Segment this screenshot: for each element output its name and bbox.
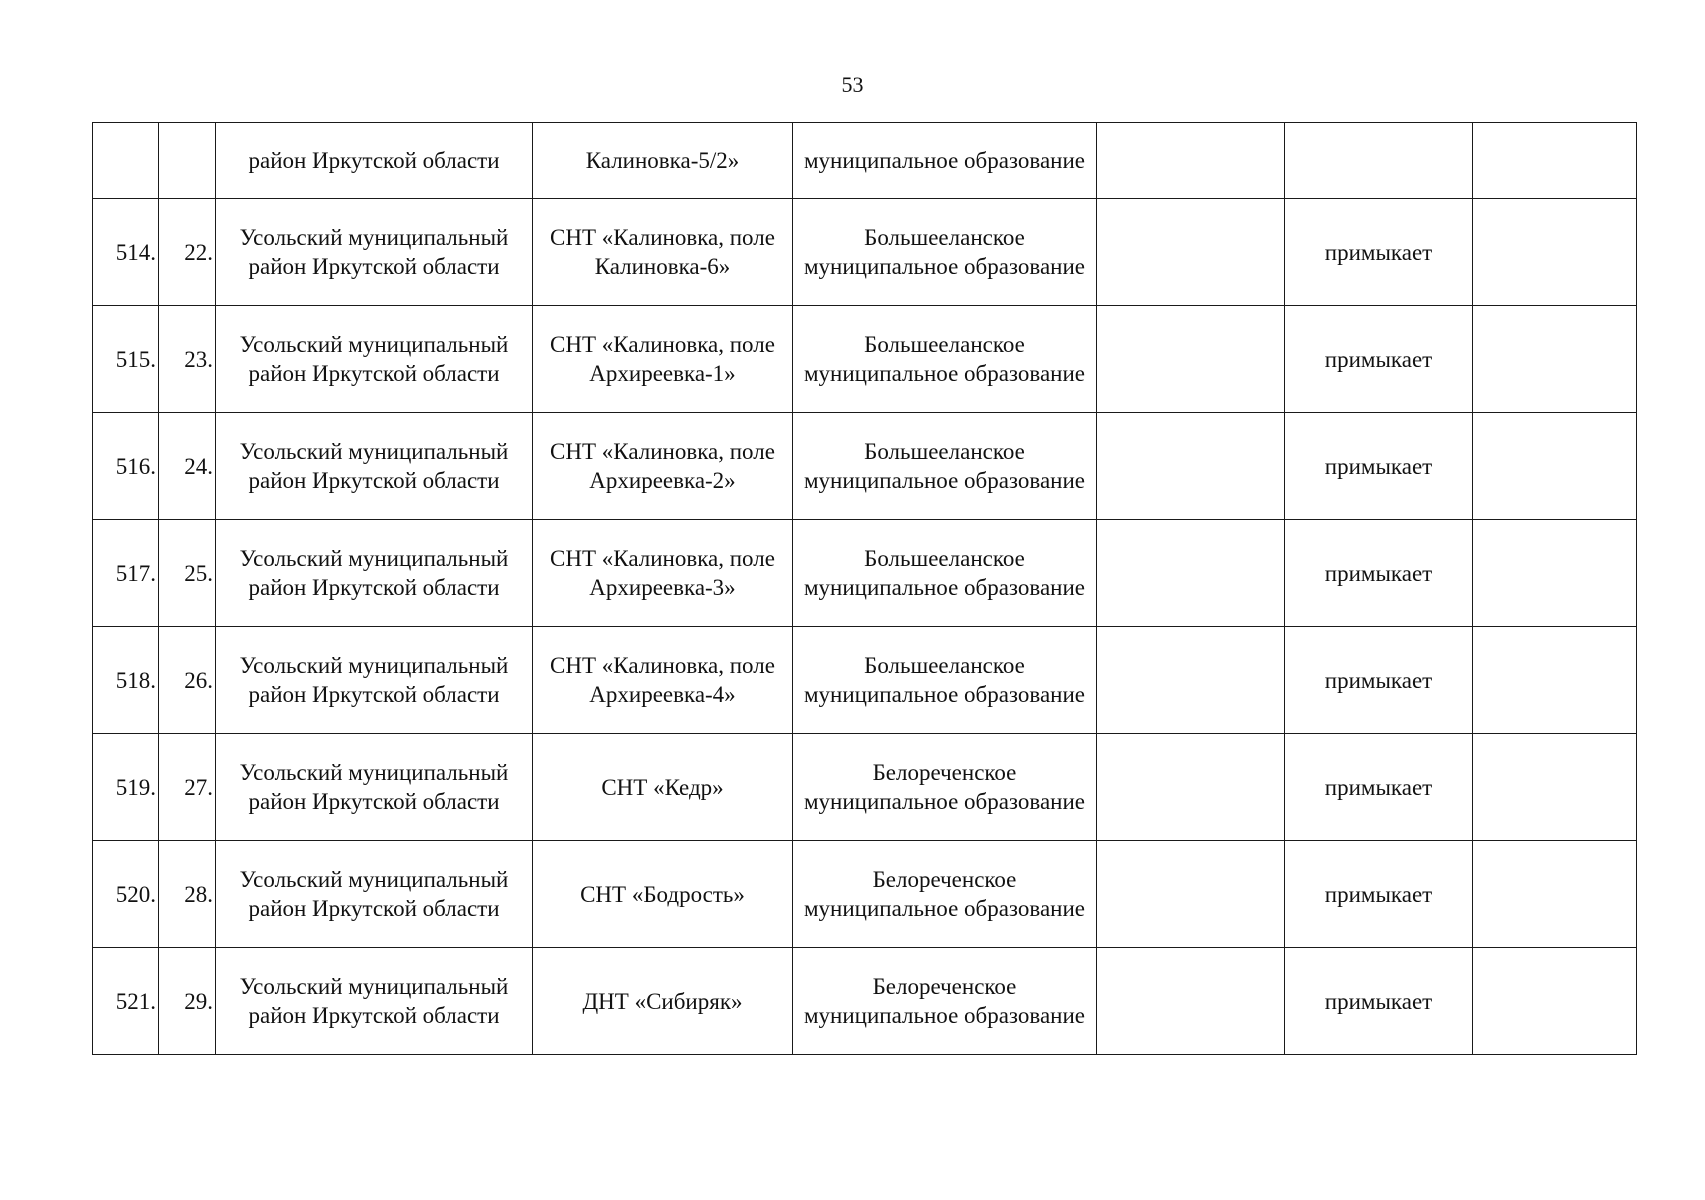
table-row: [93, 734, 1637, 841]
cell-object-name: СНТ «Калиновка, поле Архиреевка-1»: [533, 306, 793, 413]
cell-district: район Иркутской области: [216, 123, 533, 199]
cell-object-name: СНТ «Бодрость»: [533, 841, 793, 948]
cell-column-8: [1473, 123, 1637, 199]
cell-relation: примыкает: [1285, 520, 1473, 627]
cell-local-number: 27.: [159, 734, 216, 841]
cell-municipality: Белореченское муниципальное образование: [793, 948, 1097, 1055]
cell-municipality: Большееланское муниципальное образование: [793, 520, 1097, 627]
cell-global-number: 521.: [93, 948, 159, 1055]
table-row: [93, 948, 1637, 1055]
cell-object-name: СНТ «Калиновка, поле Калиновка-6»: [533, 199, 793, 306]
cell-column-6: [1097, 413, 1285, 520]
table-body: [93, 123, 1637, 1055]
cell-column-8: [1473, 199, 1637, 306]
cell-local-number: [159, 123, 216, 199]
cell-municipality: Большееланское муниципальное образование: [793, 413, 1097, 520]
cell-relation: примыкает: [1285, 306, 1473, 413]
cell-relation: примыкает: [1285, 841, 1473, 948]
cell-local-number: 24.: [159, 413, 216, 520]
cell-global-number: [93, 123, 159, 199]
cell-local-number: 25.: [159, 520, 216, 627]
cell-column-6: [1097, 841, 1285, 948]
cell-column-8: [1473, 734, 1637, 841]
cell-district: Усольский муниципальный район Иркутской области: [216, 306, 533, 413]
cell-global-number: 517.: [93, 520, 159, 627]
cell-column-8: [1473, 627, 1637, 734]
cell-column-6: [1097, 306, 1285, 413]
cell-district: Усольский муниципальный район Иркутской области: [216, 627, 533, 734]
cell-municipality: Белореченское муниципальное образование: [793, 734, 1097, 841]
cell-column-8: [1473, 413, 1637, 520]
cell-local-number: 28.: [159, 841, 216, 948]
cell-relation: примыкает: [1285, 413, 1473, 520]
cell-relation: примыкает: [1285, 948, 1473, 1055]
cell-local-number: 29.: [159, 948, 216, 1055]
cell-column-8: [1473, 306, 1637, 413]
table-row: [93, 306, 1637, 413]
table-row-continuation: [93, 123, 1637, 199]
cell-municipality: Большееланское муниципальное образование: [793, 306, 1097, 413]
cell-relation: примыкает: [1285, 199, 1473, 306]
table-row: [93, 413, 1637, 520]
cell-column-7: [1285, 123, 1473, 199]
cell-global-number: 514.: [93, 199, 159, 306]
table-row: [93, 199, 1637, 306]
table-row: [93, 841, 1637, 948]
cell-column-6: [1097, 627, 1285, 734]
cell-municipality: Белореченское муниципальное образование: [793, 841, 1097, 948]
cell-global-number: 520.: [93, 841, 159, 948]
cell-global-number: 516.: [93, 413, 159, 520]
cell-object-name: СНТ «Калиновка, поле Архиреевка-4»: [533, 627, 793, 734]
cell-municipality: муниципальное образование: [793, 123, 1097, 199]
cell-municipality: Большееланское муниципальное образование: [793, 627, 1097, 734]
cell-local-number: 26.: [159, 627, 216, 734]
cell-column-6: [1097, 520, 1285, 627]
cell-district: Усольский муниципальный район Иркутской области: [216, 734, 533, 841]
page-number: 53: [841, 72, 864, 97]
table-row: [93, 627, 1637, 734]
cell-object-name: Калиновка-5/2»: [533, 123, 793, 199]
cell-municipality: Большееланское муниципальное образование: [793, 199, 1097, 306]
cell-district: Усольский муниципальный район Иркутской области: [216, 199, 533, 306]
cell-column-6: [1097, 199, 1285, 306]
cell-column-8: [1473, 948, 1637, 1055]
cell-object-name: СНТ «Кедр»: [533, 734, 793, 841]
table-row: [93, 520, 1637, 627]
cell-district: Усольский муниципальный район Иркутской области: [216, 520, 533, 627]
cell-column-8: [1473, 841, 1637, 948]
cell-district: Усольский муниципальный район Иркутской области: [216, 948, 533, 1055]
cell-relation: примыкает: [1285, 734, 1473, 841]
cell-district: Усольский муниципальный район Иркутской области: [216, 413, 533, 520]
registry-table: [92, 122, 1637, 1055]
cell-object-name: СНТ «Калиновка, поле Архиреевка-2»: [533, 413, 793, 520]
cell-column-6: [1097, 734, 1285, 841]
cell-global-number: 518.: [93, 627, 159, 734]
cell-column-6: [1097, 123, 1285, 199]
cell-global-number: 519.: [93, 734, 159, 841]
cell-relation: примыкает: [1285, 627, 1473, 734]
cell-global-number: 515.: [93, 306, 159, 413]
cell-object-name: СНТ «Калиновка, поле Архиреевка-3»: [533, 520, 793, 627]
cell-column-8: [1473, 520, 1637, 627]
cell-column-6: [1097, 948, 1285, 1055]
cell-local-number: 22.: [159, 199, 216, 306]
cell-object-name: ДНТ «Сибиряк»: [533, 948, 793, 1055]
cell-district: Усольский муниципальный район Иркутской области: [216, 841, 533, 948]
cell-local-number: 23.: [159, 306, 216, 413]
